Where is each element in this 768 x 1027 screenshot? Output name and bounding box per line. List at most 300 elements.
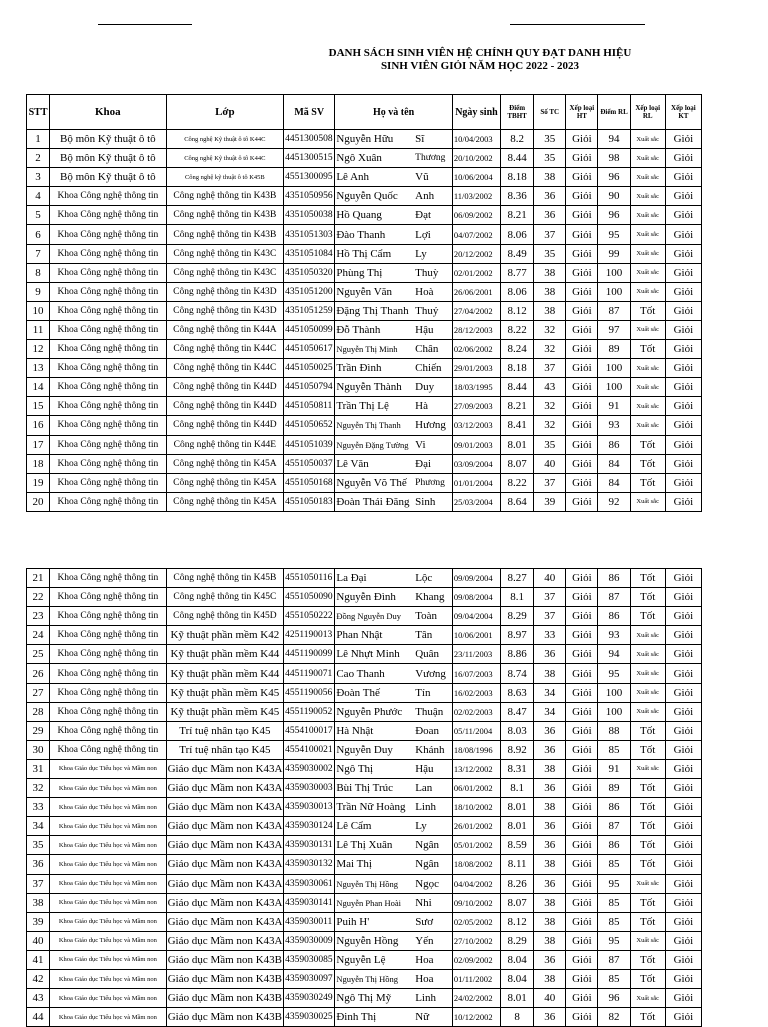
cell-diem-tbht: 8.21	[501, 206, 534, 225]
cell-ho-dem: Nguyễn Thị Thanh	[335, 416, 414, 435]
cell-xep-loai-kt: Giỏi	[665, 397, 701, 416]
cell-xep-loai-ht: Giỏi	[566, 569, 598, 588]
cell-so-tc: 36	[534, 1008, 566, 1027]
cell-diem-rl: 95	[598, 931, 630, 950]
cell-ten: Lợi	[414, 225, 452, 244]
cell-diem-rl: 86	[598, 607, 630, 626]
cell-ngay-sinh: 06/09/2002	[452, 206, 500, 225]
cell-khoa: Khoa Công nghệ thông tin	[50, 340, 167, 359]
cell-ngay-sinh: 09/08/2004	[452, 588, 500, 607]
cell-stt: 24	[27, 626, 50, 645]
cell-stt: 19	[27, 473, 50, 492]
cell-ngay-sinh: 05/11/2004	[452, 721, 500, 740]
table-row	[27, 416, 702, 435]
cell-ngay-sinh: 04/07/2002	[452, 225, 500, 244]
cell-xep-loai-kt: Giỏi	[665, 874, 701, 893]
table-row	[27, 168, 702, 187]
cell-xep-loai-ht: Giỏi	[566, 187, 598, 206]
cell-stt: 37	[27, 874, 50, 893]
cell-diem-rl: 95	[598, 664, 630, 683]
cell-khoa: Bộ môn Kỹ thuật ô tô	[50, 130, 167, 149]
cell-ho-dem: Lê Anh	[335, 168, 414, 187]
table-row	[27, 969, 702, 988]
cell-ten: Hoà	[414, 282, 452, 301]
cell-lop: Công nghệ thông tin K45A	[166, 454, 284, 473]
cell-masv: 4359030141	[284, 893, 335, 912]
cell-stt: 1	[27, 130, 50, 149]
cell-lop: Giáo dục Mầm non K43A	[166, 912, 284, 931]
cell-xep-loai-rl: Tốt	[630, 855, 665, 874]
cell-masv: 4351050038	[284, 206, 335, 225]
cell-xep-loai-kt: Giỏi	[665, 206, 701, 225]
cell-xep-loai-ht: Giỏi	[566, 607, 598, 626]
table-row	[27, 817, 702, 836]
cell-ho-dem: Đặng Thị Thanh	[335, 301, 414, 320]
cell-xep-loai-rl: Xuất sắc	[630, 206, 665, 225]
cell-ngay-sinh: 18/08/1996	[452, 740, 500, 759]
cell-diem-tbht: 8.06	[501, 282, 534, 301]
cell-ten: Ly	[414, 817, 452, 836]
cell-lop: Công nghệ Kỹ thuật ô tô K44C	[166, 130, 284, 149]
cell-xep-loai-rl: Xuất sắc	[630, 282, 665, 301]
cell-ho-dem: Lê Cẩm	[335, 817, 414, 836]
cell-ho-dem: Đỗ Thành	[335, 320, 414, 339]
cell-stt: 3	[27, 168, 50, 187]
cell-xep-loai-kt: Giỏi	[665, 683, 701, 702]
cell-stt: 11	[27, 320, 50, 339]
cell-masv: 4554100021	[284, 740, 335, 759]
cell-xep-loai-ht: Giỏi	[566, 759, 598, 778]
cell-stt: 2	[27, 149, 50, 168]
cell-xep-loai-ht: Giỏi	[566, 397, 598, 416]
cell-xep-loai-rl: Tốt	[630, 779, 665, 798]
cell-xep-loai-ht: Giỏi	[566, 855, 598, 874]
header-diem-rl: Điểm RL	[598, 95, 630, 130]
cell-xep-loai-rl: Tốt	[630, 836, 665, 855]
cell-diem-rl: 92	[598, 492, 630, 511]
cell-khoa: Khoa Công nghệ thông tin	[50, 397, 167, 416]
cell-ho-dem: Đinh Thị	[335, 1008, 414, 1027]
cell-xep-loai-rl: Xuất sắc	[630, 874, 665, 893]
cell-ho-dem: Bùi Thị Trúc	[335, 779, 414, 798]
cell-khoa: Bộ môn Kỹ thuật ô tô	[50, 168, 167, 187]
cell-xep-loai-rl: Xuất sắc	[630, 168, 665, 187]
cell-masv: 4451050099	[284, 320, 335, 339]
cell-xep-loai-kt: Giỏi	[665, 664, 701, 683]
cell-stt: 14	[27, 378, 50, 397]
cell-masv: 4351051303	[284, 225, 335, 244]
cell-xep-loai-ht: Giỏi	[566, 378, 598, 397]
cell-ho-dem: Cao Thanh	[335, 664, 414, 683]
cell-masv: 4551190052	[284, 702, 335, 721]
cell-lop: Giáo dục Mầm non K43A	[166, 836, 284, 855]
cell-xep-loai-rl: Tốt	[630, 1008, 665, 1027]
cell-ngay-sinh: 04/04/2002	[452, 874, 500, 893]
cell-xep-loai-kt: Giỏi	[665, 989, 701, 1008]
cell-stt: 8	[27, 263, 50, 282]
cell-stt: 33	[27, 798, 50, 817]
cell-stt: 16	[27, 416, 50, 435]
cell-xep-loai-rl: Tốt	[630, 301, 665, 320]
cell-xep-loai-rl: Xuất sắc	[630, 187, 665, 206]
cell-ten: Lộc	[414, 569, 452, 588]
cell-lop: Công nghệ thông tin K44D	[166, 397, 284, 416]
cell-xep-loai-ht: Giỏi	[566, 702, 598, 721]
table-header-row	[27, 95, 702, 130]
cell-ho-dem: Phan Nhật	[335, 626, 414, 645]
cell-diem-rl: 100	[598, 282, 630, 301]
cell-stt: 17	[27, 435, 50, 454]
cell-diem-tbht: 8.18	[501, 168, 534, 187]
cell-ten: Ngân	[414, 836, 452, 855]
cell-masv: 4551050090	[284, 588, 335, 607]
cell-so-tc: 38	[534, 301, 566, 320]
cell-khoa: Khoa Công nghệ thông tin	[50, 244, 167, 263]
cell-ten: Quân	[414, 645, 452, 664]
cell-xep-loai-ht: Giỏi	[566, 263, 598, 282]
table-row	[27, 931, 702, 950]
cell-ngay-sinh: 27/09/2003	[452, 397, 500, 416]
cell-diem-tbht: 8.74	[501, 664, 534, 683]
cell-diem-rl: 87	[598, 301, 630, 320]
cell-masv: 4451050794	[284, 378, 335, 397]
cell-lop: Giáo dục Mầm non K43B	[166, 1008, 284, 1027]
cell-xep-loai-ht: Giỏi	[566, 740, 598, 759]
table-row	[27, 187, 702, 206]
cell-diem-tbht: 8.86	[501, 645, 534, 664]
cell-ho-dem: Hà Nhật	[335, 721, 414, 740]
cell-so-tc: 34	[534, 702, 566, 721]
cell-xep-loai-kt: Giỏi	[665, 225, 701, 244]
cell-diem-rl: 96	[598, 168, 630, 187]
cell-ngay-sinh: 02/01/2002	[452, 263, 500, 282]
cell-stt: 23	[27, 607, 50, 626]
cell-diem-tbht: 8.29	[501, 931, 534, 950]
cell-so-tc: 36	[534, 721, 566, 740]
cell-so-tc: 38	[534, 282, 566, 301]
cell-xep-loai-ht: Giỏi	[566, 645, 598, 664]
cell-khoa: Khoa Công nghệ thông tin	[50, 721, 167, 740]
cell-ten: Tân	[414, 626, 452, 645]
cell-ho-dem: Đoàn Thái Đăng	[335, 492, 414, 511]
cell-masv: 4251190013	[284, 626, 335, 645]
cell-stt: 9	[27, 282, 50, 301]
cell-ho-dem: Ngô Xuân	[335, 149, 414, 168]
cell-xep-loai-rl: Xuất sắc	[630, 492, 665, 511]
cell-masv: 4451051039	[284, 435, 335, 454]
cell-khoa: Khoa Giáo dục Tiểu học và Mầm non	[50, 969, 167, 988]
cell-stt: 22	[27, 588, 50, 607]
cell-diem-rl: 100	[598, 359, 630, 378]
cell-diem-rl: 84	[598, 454, 630, 473]
cell-xep-loai-ht: Giỏi	[566, 244, 598, 263]
cell-masv: 4551050037	[284, 454, 335, 473]
cell-ngay-sinh: 10/06/2004	[452, 168, 500, 187]
cell-xep-loai-ht: Giỏi	[566, 473, 598, 492]
cell-so-tc: 35	[534, 244, 566, 263]
cell-xep-loai-kt: Giỏi	[665, 759, 701, 778]
cell-diem-rl: 85	[598, 740, 630, 759]
cell-stt: 36	[27, 855, 50, 874]
cell-so-tc: 38	[534, 912, 566, 931]
cell-ten: Ngọc	[414, 874, 452, 893]
table-row	[27, 893, 702, 912]
cell-masv: 4351051084	[284, 244, 335, 263]
cell-ngay-sinh: 26/01/2002	[452, 817, 500, 836]
cell-diem-rl: 95	[598, 225, 630, 244]
cell-stt: 18	[27, 454, 50, 473]
cell-xep-loai-ht: Giỏi	[566, 798, 598, 817]
cell-khoa: Khoa Công nghệ thông tin	[50, 263, 167, 282]
cell-xep-loai-rl: Xuất sắc	[630, 244, 665, 263]
cell-so-tc: 37	[534, 607, 566, 626]
cell-lop: Công nghệ thông tin K45D	[166, 607, 284, 626]
cell-diem-rl: 91	[598, 397, 630, 416]
cell-khoa: Khoa Công nghệ thông tin	[50, 435, 167, 454]
cell-diem-tbht: 8.59	[501, 836, 534, 855]
cell-stt: 13	[27, 359, 50, 378]
cell-ten: Sinh	[414, 492, 452, 511]
cell-diem-rl: 100	[598, 378, 630, 397]
cell-xep-loai-kt: Giỏi	[665, 454, 701, 473]
cell-diem-tbht: 8.27	[501, 569, 534, 588]
cell-xep-loai-ht: Giỏi	[566, 969, 598, 988]
cell-diem-rl: 86	[598, 798, 630, 817]
cell-masv: 4551050168	[284, 473, 335, 492]
cell-ngay-sinh: 27/04/2002	[452, 301, 500, 320]
table-row	[27, 836, 702, 855]
cell-ho-dem: Đồng Nguyễn Duy	[335, 607, 414, 626]
table-row	[27, 989, 702, 1008]
cell-diem-rl: 88	[598, 721, 630, 740]
cell-khoa: Khoa Công nghệ thông tin	[50, 569, 167, 588]
cell-masv: 4451300515	[284, 149, 335, 168]
cell-xep-loai-ht: Giỏi	[566, 359, 598, 378]
cell-diem-tbht: 8.24	[501, 340, 534, 359]
cell-diem-rl: 84	[598, 473, 630, 492]
cell-so-tc: 38	[534, 798, 566, 817]
cell-diem-tbht: 8	[501, 1008, 534, 1027]
header-diem-tbht: Điểm TBHT	[501, 95, 534, 130]
cell-diem-tbht: 8.03	[501, 721, 534, 740]
cell-lop: Công nghệ thông tin K44C	[166, 359, 284, 378]
table-row	[27, 320, 702, 339]
cell-xep-loai-kt: Giỏi	[665, 969, 701, 988]
cell-lop: Giáo dục Mầm non K43A	[166, 798, 284, 817]
cell-xep-loai-ht: Giỏi	[566, 130, 598, 149]
cell-ho-dem: Nguyễn Hồng	[335, 931, 414, 950]
cell-xep-loai-rl: Tốt	[630, 969, 665, 988]
cell-ten: Vương	[414, 664, 452, 683]
table-row	[27, 779, 702, 798]
cell-stt: 10	[27, 301, 50, 320]
table-row	[27, 569, 702, 588]
cell-lop: Giáo dục Mầm non K43A	[166, 893, 284, 912]
cell-xep-loai-kt: Giỏi	[665, 931, 701, 950]
cell-ngay-sinh: 24/02/2002	[452, 989, 500, 1008]
cell-diem-tbht: 8.1	[501, 779, 534, 798]
cell-lop: Công nghệ thông tin K43B	[166, 206, 284, 225]
cell-khoa: Khoa Giáo dục Tiểu học và Mầm non	[50, 798, 167, 817]
cell-diem-tbht: 8.44	[501, 149, 534, 168]
cell-diem-rl: 99	[598, 244, 630, 263]
cell-lop: Giáo dục Mầm non K43B	[166, 989, 284, 1008]
cell-xep-loai-ht: Giỏi	[566, 492, 598, 511]
cell-ten: Khang	[414, 588, 452, 607]
cell-diem-rl: 86	[598, 836, 630, 855]
cell-ten: Đại	[414, 454, 452, 473]
cell-lop: Công nghệ thông tin K43D	[166, 301, 284, 320]
cell-so-tc: 38	[534, 969, 566, 988]
cell-xep-loai-kt: Giỏi	[665, 855, 701, 874]
cell-xep-loai-ht: Giỏi	[566, 588, 598, 607]
cell-xep-loai-ht: Giỏi	[566, 817, 598, 836]
cell-lop: Công nghệ thông tin K43C	[166, 244, 284, 263]
cell-lop: Công nghệ thông tin K44E	[166, 435, 284, 454]
cell-stt: 4	[27, 187, 50, 206]
cell-lop: Công nghệ thông tin K44D	[166, 416, 284, 435]
cell-ngay-sinh: 02/06/2002	[452, 340, 500, 359]
cell-diem-rl: 95	[598, 874, 630, 893]
cell-lop: Kỹ thuật phần mềm K44	[166, 664, 284, 683]
cell-lop: Giáo dục Mầm non K43A	[166, 779, 284, 798]
cell-ho-dem: Nguyễn Thị Hồng	[335, 874, 414, 893]
cell-lop: Trí tuệ nhân tạo K45	[166, 721, 284, 740]
cell-xep-loai-ht: Giỏi	[566, 874, 598, 893]
cell-diem-rl: 82	[598, 1008, 630, 1027]
cell-khoa: Khoa Giáo dục Tiểu học và Mầm non	[50, 989, 167, 1008]
table-row	[27, 721, 702, 740]
cell-diem-tbht: 8.1	[501, 588, 534, 607]
cell-xep-loai-kt: Giỏi	[665, 721, 701, 740]
cell-diem-tbht: 8.01	[501, 798, 534, 817]
cell-ho-dem: Lê Nhựt Minh	[335, 645, 414, 664]
cell-diem-tbht: 8.07	[501, 454, 534, 473]
cell-masv: 4551050222	[284, 607, 335, 626]
cell-diem-tbht: 8.77	[501, 263, 534, 282]
cell-diem-tbht: 8.41	[501, 416, 534, 435]
cell-ten: Toàn	[414, 607, 452, 626]
cell-khoa: Khoa Công nghệ thông tin	[50, 225, 167, 244]
cell-khoa: Khoa Giáo dục Tiểu học và Mầm non	[50, 874, 167, 893]
cell-ho-dem: Nguyễn Quốc	[335, 187, 414, 206]
cell-diem-rl: 85	[598, 969, 630, 988]
cell-xep-loai-ht: Giỏi	[566, 1008, 598, 1027]
table-row	[27, 435, 702, 454]
cell-diem-rl: 100	[598, 263, 630, 282]
cell-diem-tbht: 8.01	[501, 989, 534, 1008]
cell-diem-tbht: 8.21	[501, 397, 534, 416]
cell-xep-loai-kt: Giỏi	[665, 950, 701, 969]
cell-ngay-sinh: 16/02/2003	[452, 683, 500, 702]
cell-diem-rl: 87	[598, 817, 630, 836]
cell-lop: Công nghệ thông tin K45B	[166, 569, 284, 588]
cell-ngay-sinh: 23/11/2003	[452, 645, 500, 664]
cell-xep-loai-rl: Xuất sắc	[630, 225, 665, 244]
cell-so-tc: 32	[534, 397, 566, 416]
table-row	[27, 664, 702, 683]
cell-xep-loai-kt: Giỏi	[665, 416, 701, 435]
cell-diem-rl: 93	[598, 416, 630, 435]
cell-xep-loai-kt: Giỏi	[665, 473, 701, 492]
cell-xep-loai-ht: Giỏi	[566, 683, 598, 702]
cell-ngay-sinh: 02/09/2002	[452, 950, 500, 969]
cell-khoa: Khoa Giáo dục Tiểu học và Mầm non	[50, 759, 167, 778]
document-title	[300, 47, 660, 73]
cell-ten: Hoa	[414, 969, 452, 988]
cell-stt: 21	[27, 569, 50, 588]
cell-stt: 28	[27, 702, 50, 721]
cell-lop: Công nghệ thông tin K44A	[166, 320, 284, 339]
cell-ho-dem: Hồ Quang	[335, 206, 414, 225]
cell-lop: Giáo dục Mầm non K43A	[166, 817, 284, 836]
cell-stt: 6	[27, 225, 50, 244]
table-row	[27, 149, 702, 168]
cell-khoa: Khoa Công nghệ thông tin	[50, 187, 167, 206]
cell-masv: 4359030132	[284, 855, 335, 874]
cell-khoa: Khoa Công nghệ thông tin	[50, 301, 167, 320]
cell-stt: 32	[27, 779, 50, 798]
cell-lop: Công nghệ thông tin K43B	[166, 225, 284, 244]
cell-lop: Kỹ thuật phần mềm K45	[166, 683, 284, 702]
cell-lop: Kỹ thuật phần mềm K44	[166, 645, 284, 664]
cell-diem-tbht: 8.18	[501, 359, 534, 378]
cell-khoa: Khoa Công nghệ thông tin	[50, 320, 167, 339]
cell-khoa: Khoa Công nghệ thông tin	[50, 664, 167, 683]
cell-stt: 5	[27, 206, 50, 225]
cell-diem-rl: 91	[598, 759, 630, 778]
cell-khoa: Khoa Giáo dục Tiểu học và Mầm non	[50, 893, 167, 912]
header-left-rule	[98, 24, 192, 25]
cell-ten: Sĩ	[414, 130, 452, 149]
cell-masv: 4351051200	[284, 282, 335, 301]
cell-xep-loai-rl: Xuất sắc	[630, 664, 665, 683]
cell-ngay-sinh: 02/02/2003	[452, 702, 500, 721]
cell-stt: 12	[27, 340, 50, 359]
cell-so-tc: 32	[534, 340, 566, 359]
cell-xep-loai-rl: Tốt	[630, 569, 665, 588]
header-lop: Lớp	[166, 95, 284, 130]
cell-so-tc: 36	[534, 779, 566, 798]
cell-xep-loai-kt: Giỏi	[665, 817, 701, 836]
cell-xep-loai-ht: Giỏi	[566, 206, 598, 225]
cell-xep-loai-kt: Giỏi	[665, 244, 701, 263]
cell-diem-tbht: 8.44	[501, 378, 534, 397]
cell-ho-dem: Nguyễn Hữu	[335, 130, 414, 149]
cell-masv: 4359030085	[284, 950, 335, 969]
cell-xep-loai-rl: Xuất sắc	[630, 130, 665, 149]
cell-xep-loai-ht: Giỏi	[566, 912, 598, 931]
cell-ho-dem: Nguyễn Thị Minh	[335, 340, 414, 359]
cell-stt: 27	[27, 683, 50, 702]
cell-masv: 4551050183	[284, 492, 335, 511]
table-row	[27, 397, 702, 416]
cell-xep-loai-kt: Giỏi	[665, 168, 701, 187]
cell-xep-loai-kt: Giỏi	[665, 607, 701, 626]
cell-stt: 34	[27, 817, 50, 836]
header-masv: Mã SV	[284, 95, 335, 130]
cell-xep-loai-rl: Tốt	[630, 473, 665, 492]
cell-diem-tbht: 8.22	[501, 320, 534, 339]
cell-so-tc: 36	[534, 836, 566, 855]
cell-ho-dem: Lê Thị Xuân	[335, 836, 414, 855]
cell-diem-tbht: 8.2	[501, 130, 534, 149]
cell-ngay-sinh: 10/06/2001	[452, 626, 500, 645]
cell-so-tc: 38	[534, 168, 566, 187]
table-row	[27, 950, 702, 969]
cell-lop: Công nghệ thông tin K43D	[166, 282, 284, 301]
cell-khoa: Khoa Giáo dục Tiểu học và Mầm non	[50, 950, 167, 969]
